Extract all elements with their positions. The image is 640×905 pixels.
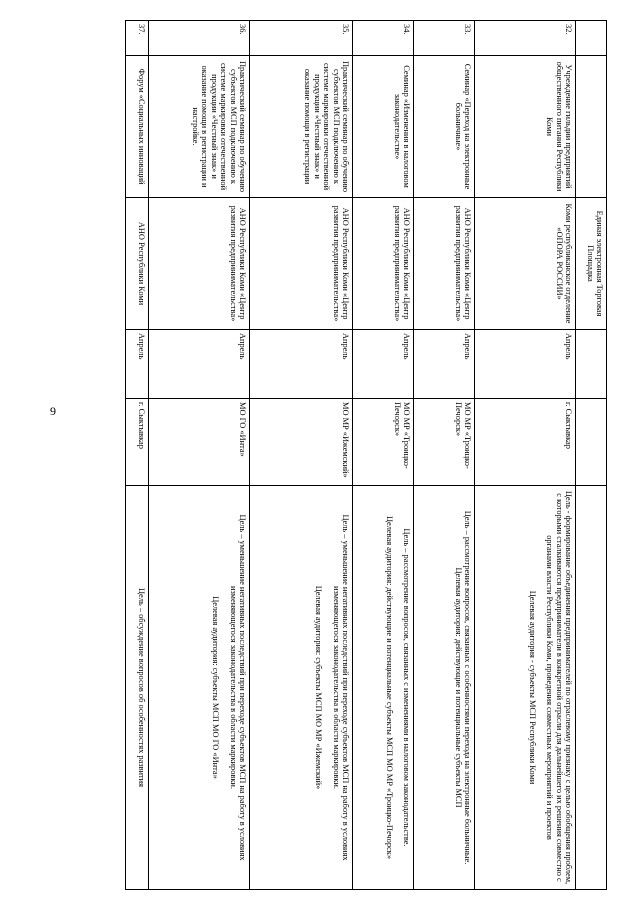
cell-number (576, 21, 607, 56)
cell-description (475, 486, 576, 890)
cell-description (414, 486, 475, 890)
cell-date: Апрель (126, 330, 149, 399)
cell-event-name: Учреждение гильдии предприятий общественного питания Республики Коми (475, 56, 576, 198)
table-row (576, 21, 607, 890)
cell-place: г. Сыктывкар (126, 399, 149, 486)
description-goal: Цель - формирование объединения предпринимателей по отраслевому признаку с целью обобщения проблем, с которыми сталкиваются предприниматели в конкретной отрасли для дальнейшего их решения совместно с органами власти Республики Коми, проведения совместных мероприятий и проектов (545, 490, 573, 885)
cell-number: 37. (126, 21, 149, 56)
table-row (250, 21, 353, 890)
cell-place: МО МР «Ижемский» (250, 399, 353, 486)
cell-place: МО МР «Троицко-Печорск» (353, 399, 414, 486)
cell-organizer: АНО Республики Коми «Центр развития предпринимательства» (353, 198, 414, 330)
cell-date: Апрель (149, 330, 250, 399)
table-row (126, 21, 149, 890)
cell-number: 32. (475, 21, 576, 56)
cell-description (126, 486, 149, 890)
page-number: 9 (50, 404, 56, 418)
cell-place (576, 399, 607, 486)
cell-number: 35. (250, 21, 353, 56)
description-goal: Цель – уменьшение негативных последствий при переходе субъектов МСП на работу в условиях изменяющегося законодательства в области маркировки. (228, 514, 247, 861)
cell-date: Апрель (250, 330, 353, 399)
cell-place: МО ГО «Инта» (149, 399, 250, 486)
description-goal: Цель – обсуждение вопросов об особенностях развития (137, 587, 146, 788)
cell-number: 36. (149, 21, 250, 56)
cell-date: Апрель (475, 330, 576, 399)
description-audience: Целевая аудитория - субъекты МСП Республики Коми (527, 590, 537, 785)
table-row (414, 21, 475, 890)
description-audience: Целевая аудитория: субъекты МСП МО МР «Ижемский» (314, 585, 324, 790)
cell-description (250, 486, 353, 890)
description-goal: Цель – рассмотрение вопросов, связанных с изменениями в налоговом законодательстве. (402, 528, 411, 847)
cell-date: Апрель (414, 330, 475, 399)
events-table (125, 20, 607, 890)
cell-organizer: АНО Республики Коми «Центр развития предпринимательства» (250, 198, 353, 330)
cell-organizer: АНО Республики Коми «Центр развития предпринимательства» (414, 198, 475, 330)
description-audience: Целевая аудитория: действующие и потенциальные субъекты МСП (453, 567, 463, 808)
cell-event-name: Семинар «Переход на электронные больничные» (414, 56, 475, 198)
cell-organizer: АНО Республики Коми (126, 198, 149, 330)
cell-number: 34. (353, 21, 414, 56)
cell-description (149, 486, 250, 890)
cell-organizer: Коми республиканское отделение «ОПОРА РОССИИ» (475, 198, 576, 330)
cell-organizer: АНО Республики Коми «Центр развития предпринимательства» (149, 198, 250, 330)
table-row (353, 21, 414, 890)
cell-description (576, 486, 607, 890)
cell-place: МО МР «Троицко-Печорск» (414, 399, 475, 486)
description-audience: Целевая аудитория: действующие и потенциальные субъекты МСП МО МР «Троицко-Печорск» (384, 515, 394, 860)
description-audience: Целевая аудитория: субъекты МСП МО ГО «Инта» (211, 596, 221, 779)
table-row (149, 21, 250, 890)
cell-event-name: Форум «Социальных инноваций (126, 56, 149, 198)
cell-date: Апрель (353, 330, 414, 399)
cell-number: 33. (414, 21, 475, 56)
cell-event-name: Практический семинар по обучению субъектов МСП подключению к системе маркировки отечественной продукции «Честный знак» и оказание помощи в регистрации (250, 56, 353, 198)
table-row (475, 21, 576, 890)
description-goal: Цель – рассмотрение вопросов, связанных с особенностями перехода на электронные больничные. (463, 510, 472, 865)
cell-date (576, 330, 607, 399)
cell-place: г. Сыктывкар (475, 399, 576, 486)
rotated-page-content (111, 20, 607, 890)
cell-event-name: Практический семинар по обучению субъектов МСП подключению к системе маркировки отечественной продукции «Честный знак» и оказание помощи в регистрации и настройке. (149, 56, 250, 198)
description-goal: Цель – уменьшение негативных последствий при переходе субъектов МСП на работу в условиях изменяющегося законодательства в области маркировки. (331, 514, 350, 861)
cell-description (353, 486, 414, 890)
cell-organizer: Единая электронная Торговая Площадка (576, 198, 607, 330)
cell-event-name: Семинар «Изменения в налоговом законодательстве» (353, 56, 414, 198)
cell-event-name (576, 56, 607, 198)
